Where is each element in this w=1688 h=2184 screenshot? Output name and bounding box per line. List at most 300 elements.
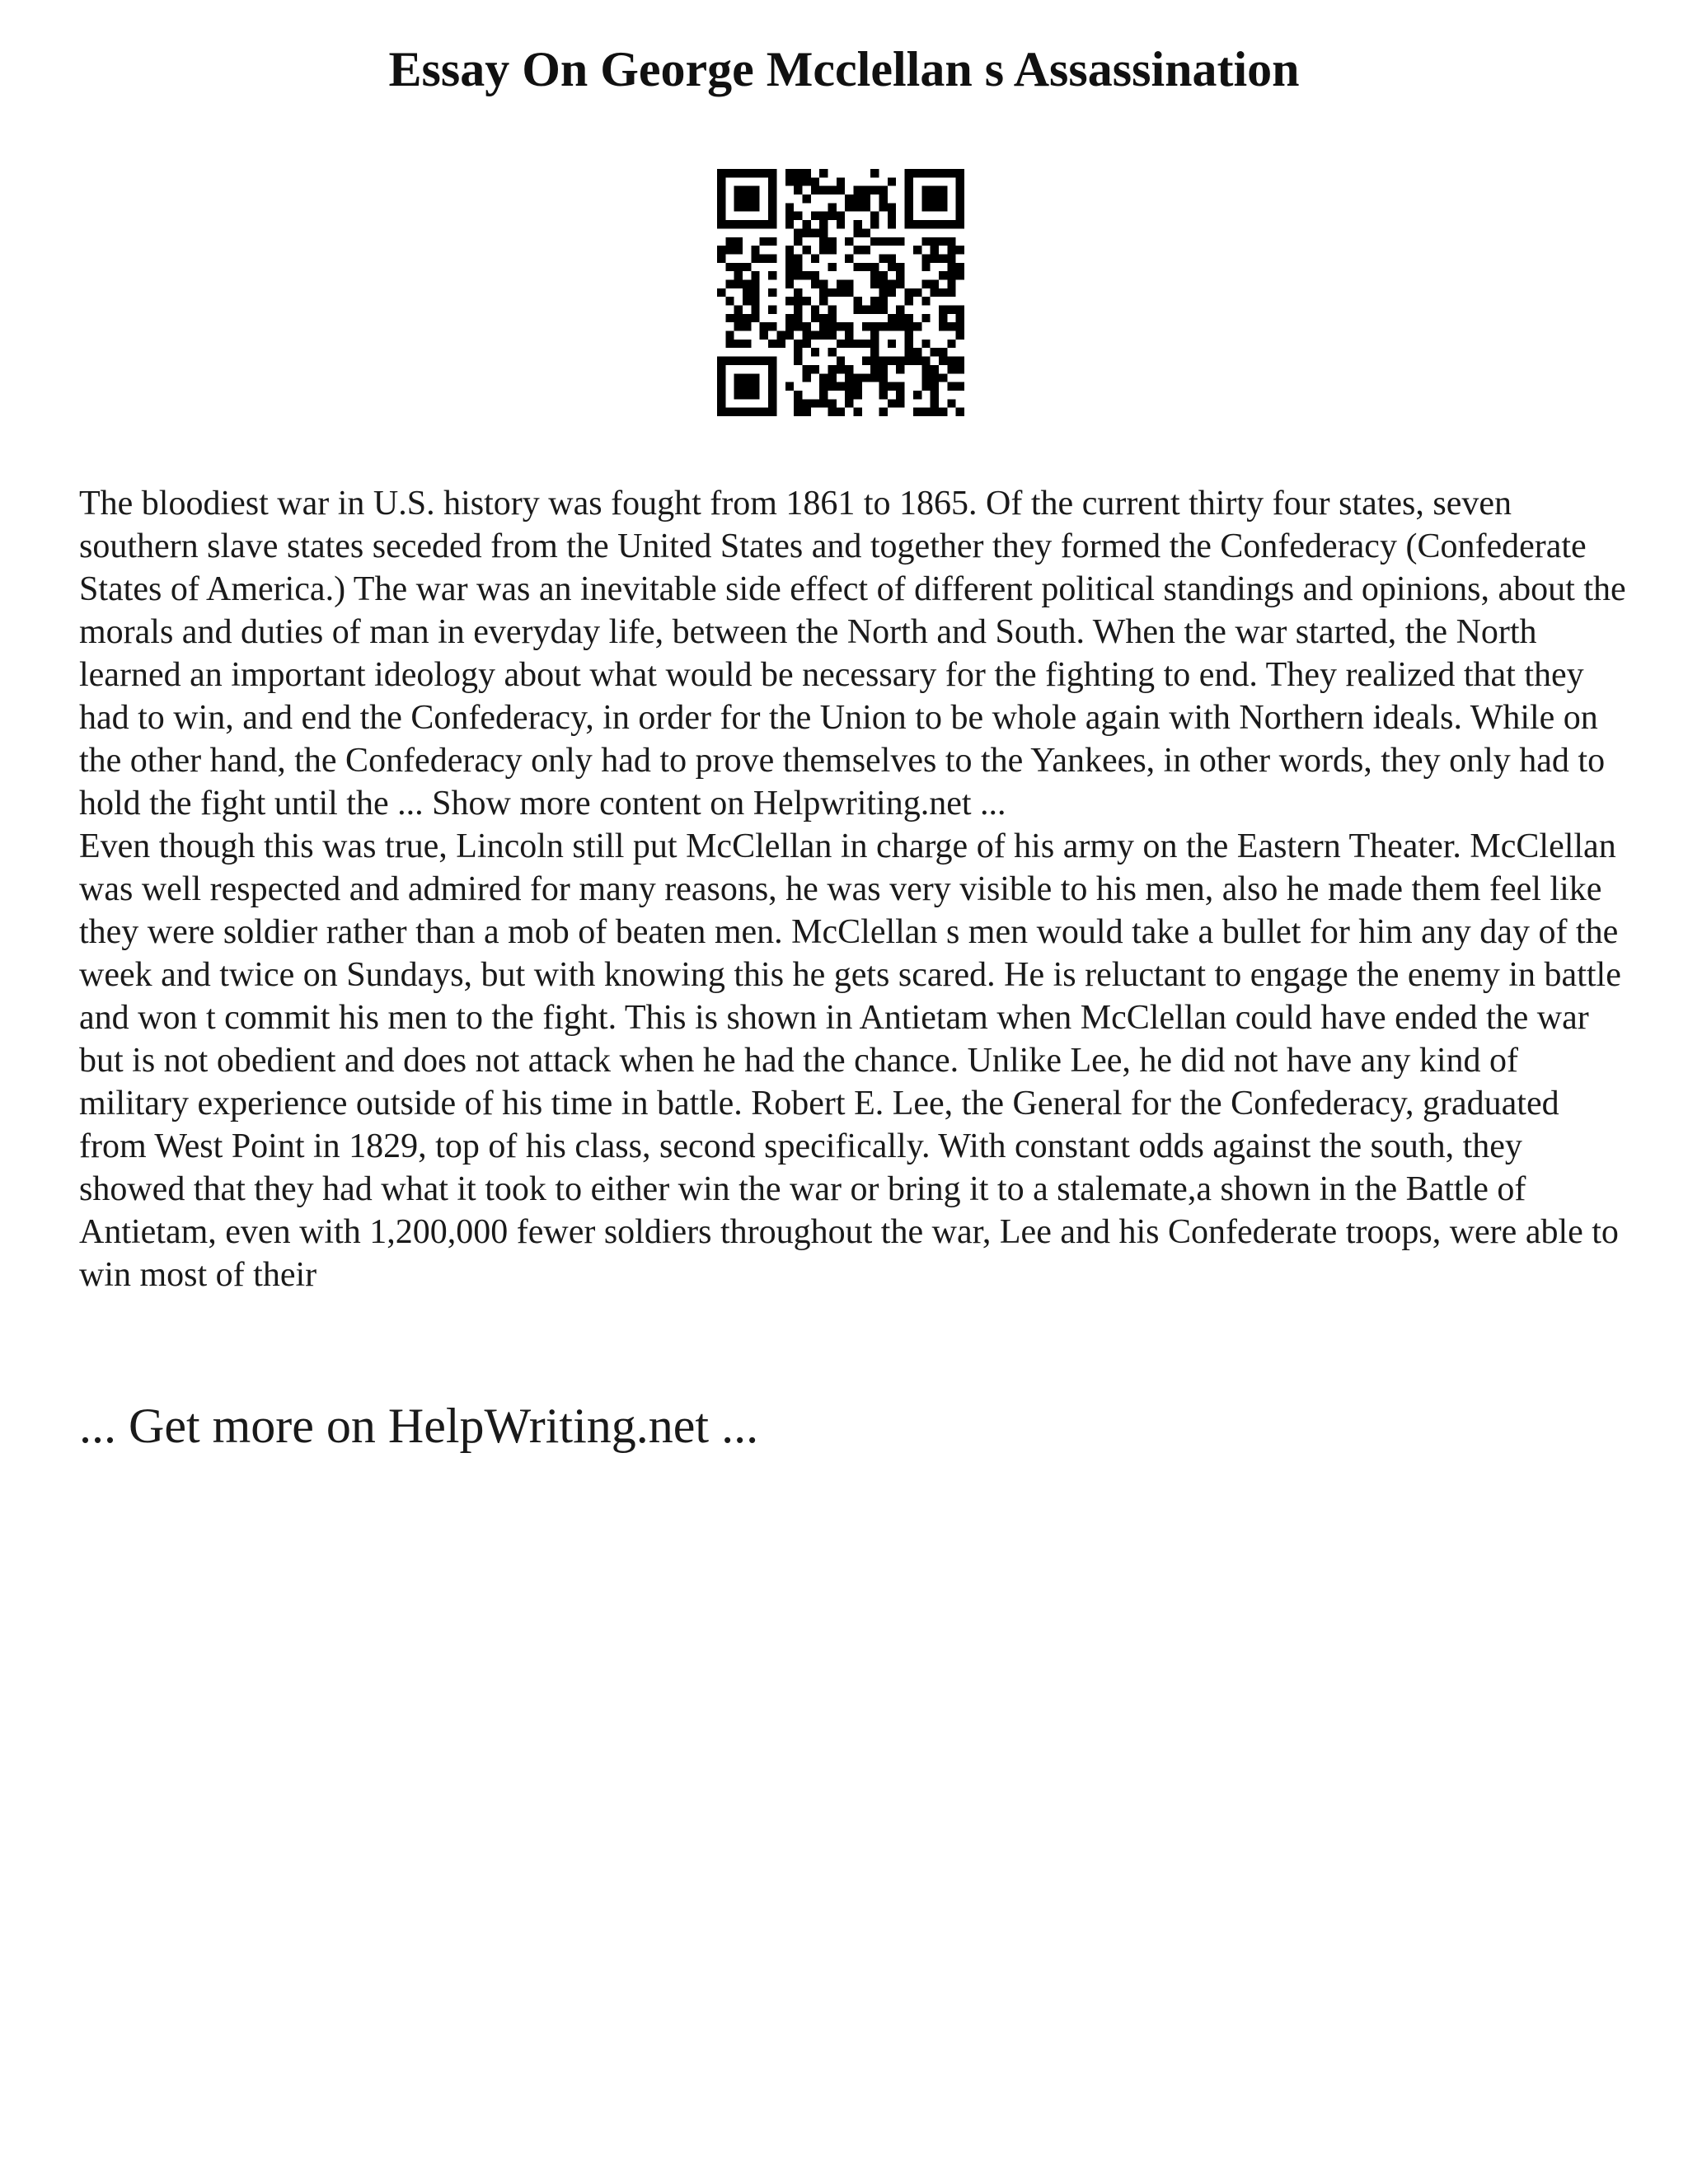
qr-module [717,246,725,254]
qr-module [785,246,794,254]
qr-module [717,203,725,211]
qr-module [725,279,734,288]
qr-module [870,331,879,340]
qr-module [896,382,904,391]
qr-module [768,186,776,194]
qr-module [931,237,939,246]
qr-module [811,271,819,279]
qr-module [879,186,888,194]
qr-module [725,357,734,365]
qr-module [751,220,759,228]
qr-module [905,177,913,185]
qr-module [811,177,819,185]
qr-module [888,357,896,365]
qr-module [905,169,913,177]
qr-module [956,203,964,211]
qr-module [956,314,964,322]
qr-module [879,237,888,246]
qr-module [888,254,896,262]
qr-module [939,373,947,382]
qr-module [956,322,964,330]
qr-module [870,306,879,314]
qr-module [947,288,955,297]
qr-module [845,331,853,340]
qr-module [743,203,751,211]
qr-module [717,194,725,203]
qr-module [819,314,828,322]
qr-module [717,169,725,177]
qr-module [734,408,743,416]
qr-module [802,322,810,330]
qr-module [921,263,930,271]
qr-module [921,365,930,373]
qr-module [956,357,964,365]
qr-module [854,228,862,237]
qr-module [870,373,879,382]
qr-module [828,263,836,271]
qr-module [905,340,913,348]
qr-module [819,220,828,228]
qr-module [725,297,734,305]
qr-module [870,297,879,305]
qr-module [828,306,836,314]
qr-module [845,340,853,348]
qr-module [828,331,836,340]
qr-module [845,279,853,288]
qr-module [768,203,776,211]
qr-module [760,322,768,330]
qr-module [768,288,776,297]
qr-module [947,322,955,330]
qr-module [751,203,759,211]
qr-module [819,212,828,220]
qr-module [819,279,828,288]
qr-module [717,212,725,220]
qr-module [921,254,930,262]
qr-module [931,365,939,373]
qr-module [939,348,947,356]
qr-module [819,169,828,177]
qr-module [905,212,913,220]
qr-module [837,382,845,391]
qr-module [905,186,913,194]
qr-module [921,186,930,194]
qr-module [939,203,947,211]
qr-module [751,246,759,254]
qr-module [794,186,802,194]
qr-module [717,177,725,185]
qr-module [785,279,794,288]
qr-module [862,246,870,254]
qr-module [717,220,725,228]
qr-module [717,399,725,407]
qr-module [734,203,743,211]
qr-module [768,382,776,391]
qr-module [819,297,828,305]
qr-module [913,408,921,416]
qr-module [768,399,776,407]
qr-module [743,340,751,348]
qr-module [862,263,870,271]
qr-module [743,186,751,194]
qr-module [905,357,913,365]
qr-module [879,288,888,297]
qr-module [734,220,743,228]
qr-module [921,194,930,203]
qr-module [751,254,759,262]
qr-module [828,322,836,330]
qr-module [743,391,751,399]
qr-module [913,391,921,399]
qr-module [931,391,939,399]
qr-module [913,246,921,254]
qr-module [794,399,802,407]
qr-code-icon [717,169,964,416]
qr-module [921,357,930,365]
qr-module [717,254,725,262]
qr-module [947,263,955,271]
qr-module [845,391,853,399]
qr-module [768,271,776,279]
qr-module [896,263,904,271]
qr-module [947,271,955,279]
qr-module [905,297,913,305]
qr-module [888,340,896,348]
qr-module [862,203,870,211]
qr-module [837,408,845,416]
qr-module [768,391,776,399]
qr-module [811,348,819,356]
qr-module [811,228,819,237]
qr-module [717,382,725,391]
qr-module [854,246,862,254]
qr-module [785,331,794,340]
qr-module [819,246,828,254]
qr-module [956,382,964,391]
qr-module [768,306,776,314]
get-more-link[interactable]: ... Get more on HelpWriting.net ... [79,1399,759,1453]
qr-module [725,220,734,228]
qr-module [879,322,888,330]
qr-module [751,314,759,322]
qr-module [785,169,794,177]
qr-module [931,348,939,356]
qr-module [956,194,964,203]
qr-module [879,408,888,416]
qr-module [939,314,947,322]
qr-module [768,365,776,373]
qr-module [913,169,921,177]
qr-module [828,382,836,391]
qr-module [862,228,870,237]
qr-module [743,408,751,416]
qr-module [717,288,725,297]
qr-module [888,382,896,391]
qr-module [854,382,862,391]
qr-module [921,314,930,322]
qr-module [862,322,870,330]
qr-module [837,186,845,194]
page-title: Essay On George Mcclellan s Assassination [388,42,1300,96]
qr-module [768,408,776,416]
qr-module [956,212,964,220]
qr-module [819,288,828,297]
qr-module [939,194,947,203]
qr-module [811,306,819,314]
qr-module [845,288,853,297]
qr-module [794,254,802,262]
qr-module [913,322,921,330]
qr-module [785,322,794,330]
qr-module [794,306,802,314]
qr-module [956,306,964,314]
qr-module [931,254,939,262]
qr-module [734,340,743,348]
qr-module [751,271,759,279]
qr-module [921,340,930,348]
qr-module [939,271,947,279]
qr-module [931,373,939,382]
qr-module [913,357,921,365]
essay-body [79,482,1629,1296]
qr-module [725,263,734,271]
qr-module [921,297,930,305]
qr-module [802,365,810,373]
qr-module [794,169,802,177]
qr-module [845,399,853,407]
qr-module [743,288,751,297]
qr-module [931,169,939,177]
qr-module [854,373,862,382]
qr-module [768,220,776,228]
qr-module [862,194,870,203]
qr-module [913,220,921,228]
qr-module [734,322,743,330]
qr-module [760,237,768,246]
qr-module [802,246,810,254]
qr-module [794,271,802,279]
qr-module [819,322,828,330]
qr-module [845,237,853,246]
qr-module [802,297,810,305]
qr-module [802,373,810,382]
qr-module [785,203,794,211]
qr-module [870,237,879,246]
qr-module [776,340,785,348]
qr-module [828,408,836,416]
qr-module [785,314,794,322]
qr-module [956,263,964,271]
qr-module [760,169,768,177]
qr-module [828,314,836,322]
qr-module [743,357,751,365]
qr-module [837,288,845,297]
qr-module [956,246,964,254]
qr-module [802,331,810,340]
qr-module [785,212,794,220]
qr-module [725,246,734,254]
qr-module [888,399,896,407]
qr-module [862,357,870,365]
qr-module [939,306,947,314]
qr-module [870,263,879,271]
qr-module [751,288,759,297]
qr-module [743,194,751,203]
qr-module [794,228,802,237]
qr-module [939,237,947,246]
qr-module [956,220,964,228]
qr-module [819,399,828,407]
qr-module [947,306,955,314]
qr-module [905,331,913,340]
qr-module [854,263,862,271]
qr-module [854,391,862,399]
qr-module [862,306,870,314]
qr-module [725,331,734,340]
qr-module [913,348,921,356]
qr-module [905,220,913,228]
qr-module [828,186,836,194]
qr-module [802,271,810,279]
qr-module [921,237,930,246]
qr-module [845,322,853,330]
qr-module [896,322,904,330]
qr-module [794,340,802,348]
qr-module [947,254,955,262]
qr-module [845,194,853,203]
qr-module [888,263,896,271]
qr-module [811,279,819,288]
qr-module [921,373,930,382]
qr-module [828,365,836,373]
qr-module [921,382,930,391]
qr-module [947,340,955,348]
qr-module [734,186,743,194]
qr-module [931,399,939,407]
qr-module [751,279,759,288]
qr-module [828,246,836,254]
qr-module [956,177,964,185]
qr-module [956,408,964,416]
qr-module [879,194,888,203]
qr-module [905,322,913,330]
qr-module [947,169,955,177]
qr-module [905,203,913,211]
qr-module [751,373,759,382]
qr-module [905,194,913,203]
qr-module [819,237,828,246]
qr-module [751,194,759,203]
qr-module [794,212,802,220]
qr-module [888,237,896,246]
qr-module [879,271,888,279]
qr-module [870,322,879,330]
qr-module [956,331,964,340]
qr-module [725,169,734,177]
qr-module [870,357,879,365]
qr-module [854,203,862,211]
qr-module [819,391,828,399]
qr-module [768,212,776,220]
qr-module [751,408,759,416]
qr-module [743,297,751,305]
qr-module [879,365,888,373]
qr-module [794,408,802,416]
qr-module [725,314,734,322]
qr-module [870,169,879,177]
qr-module [760,357,768,365]
qr-module [743,263,751,271]
qr-module [854,408,862,416]
qr-module [828,212,836,220]
qr-module [870,220,879,228]
qr-module [768,194,776,203]
qr-module [811,365,819,373]
qr-module [870,365,879,373]
qr-module [939,169,947,177]
qr-module [760,254,768,262]
qr-module [854,194,862,203]
qr-module [862,186,870,194]
qr-module [837,340,845,348]
qr-module [921,408,930,416]
qr-module [734,306,743,314]
qr-module [802,399,810,407]
qr-module [717,391,725,399]
qr-module [811,314,819,322]
qr-module [870,186,879,194]
qr-module [751,382,759,391]
qr-module [888,322,896,330]
qr-module [819,186,828,194]
qr-module [811,254,819,262]
qr-module [802,177,810,185]
qr-module [888,314,896,322]
qr-module [921,279,930,288]
qr-module [802,220,810,228]
qr-module [888,279,896,288]
qr-module [888,177,896,185]
qr-module [939,288,947,297]
qr-module [819,373,828,382]
qr-module [811,212,819,220]
qr-module [888,288,896,297]
qr-module [870,348,879,356]
qr-module [743,279,751,288]
qr-module [743,373,751,382]
qr-module [794,297,802,305]
qr-module [776,331,785,340]
qr-module [845,203,853,211]
qr-module [837,212,845,220]
qr-module [905,314,913,322]
qr-module [768,177,776,185]
qr-module [819,382,828,391]
qr-module [725,340,734,348]
qr-module [854,297,862,305]
qr-module [939,254,947,262]
qr-module [811,399,819,407]
qr-module [837,177,845,185]
qr-module [734,263,743,271]
qr-module [879,254,888,262]
qr-module [854,306,862,314]
qr-module [768,322,776,330]
qr-module [870,271,879,279]
qr-module [717,186,725,194]
qr-module [751,186,759,194]
qr-module [794,391,802,399]
